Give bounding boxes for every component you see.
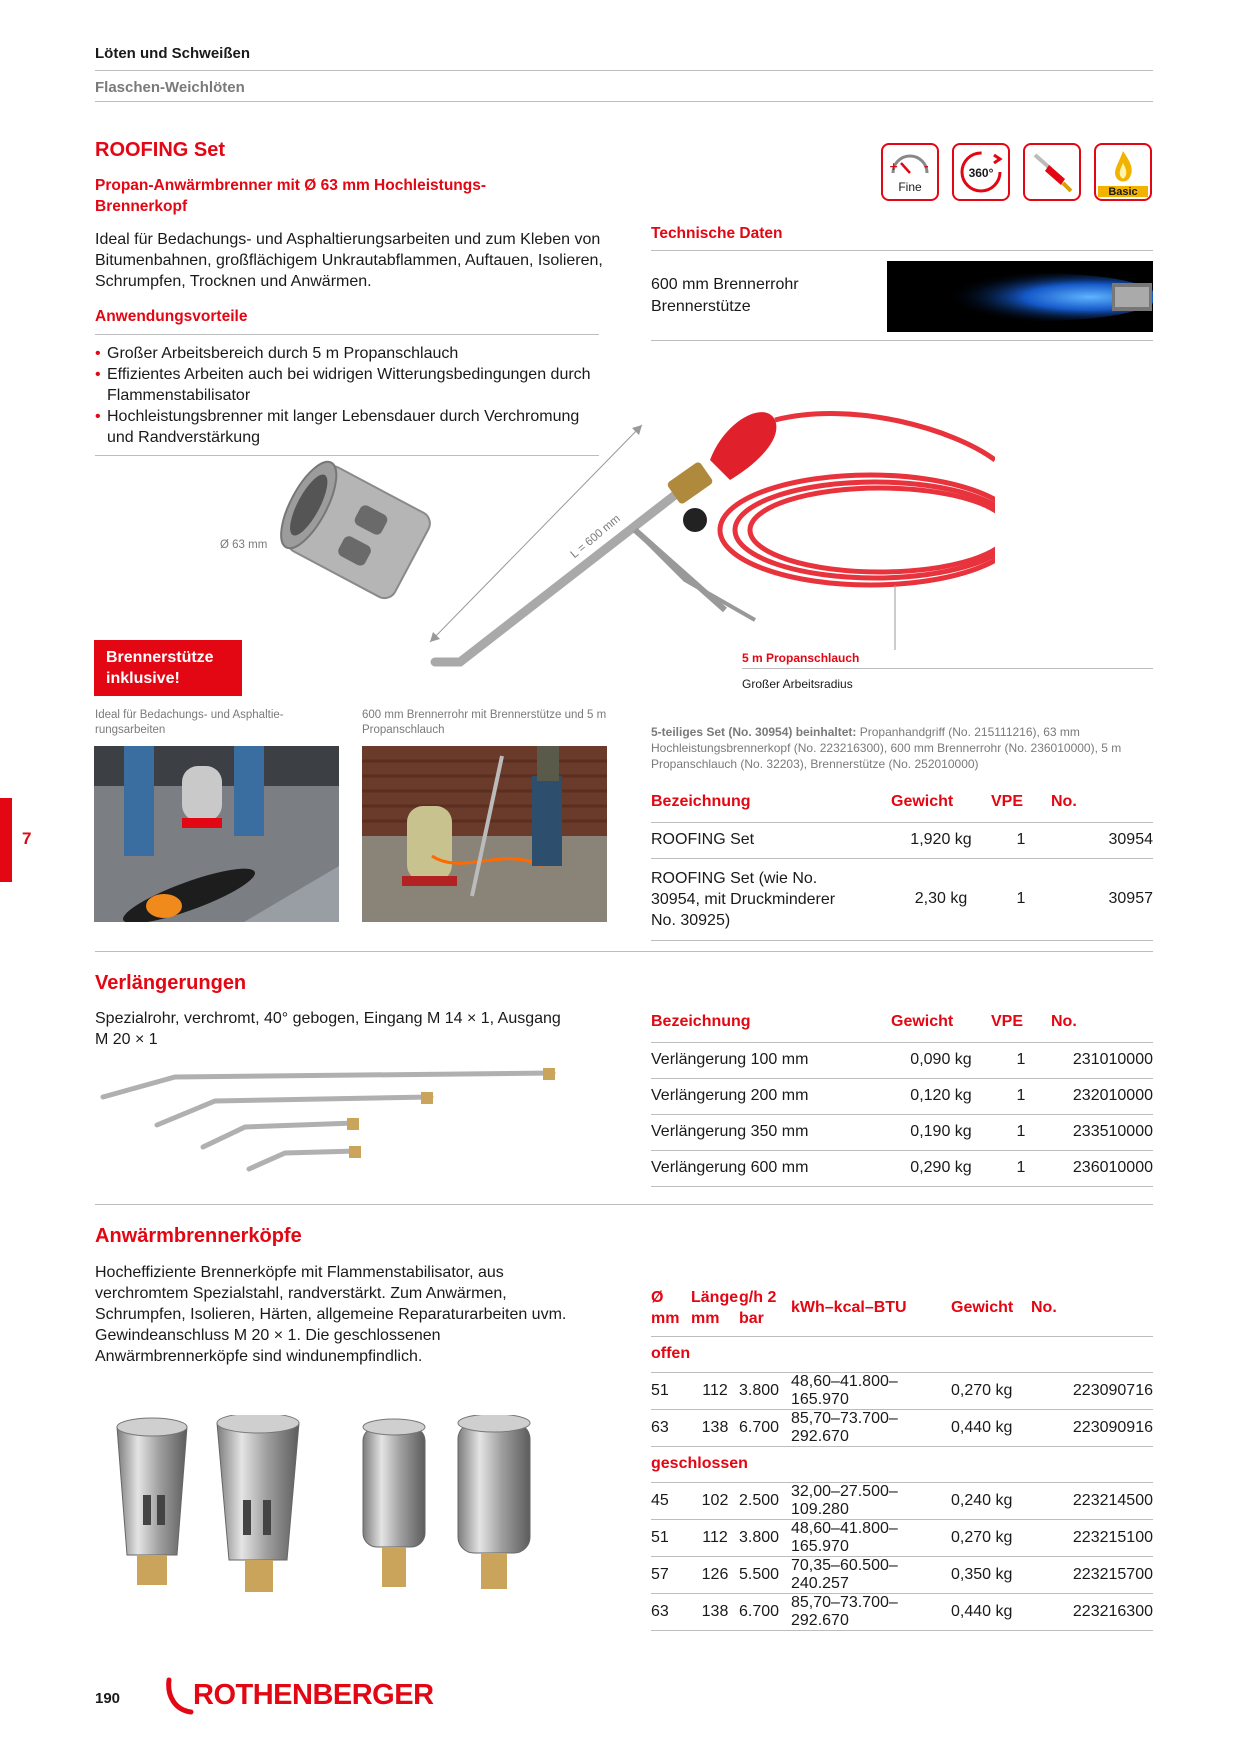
hose-sublabel: Großer Arbeitsradius bbox=[742, 677, 853, 691]
group-row bbox=[651, 1336, 1153, 1372]
svg-text:+: + bbox=[889, 160, 899, 173]
col-header: No. bbox=[1051, 1002, 1153, 1042]
table-row bbox=[651, 1114, 1153, 1150]
table-cell: 223090716 bbox=[1031, 1372, 1153, 1409]
table-cell: 0,270 kg bbox=[951, 1519, 1031, 1556]
roofing-title: ROOFING Set bbox=[95, 139, 226, 161]
heads-table bbox=[651, 1280, 1153, 1631]
table-cell: 48,60–41.800–165.970 bbox=[791, 1519, 951, 1556]
table-cell: 51 bbox=[651, 1519, 691, 1556]
table-cell: 2,30 kg bbox=[891, 858, 991, 940]
table-row bbox=[651, 1482, 1153, 1519]
table-cell: 138 bbox=[691, 1409, 739, 1446]
col-header: Gewicht bbox=[951, 1280, 1031, 1336]
table-cell: 85,70–73.700–292.670 bbox=[791, 1593, 951, 1630]
table-cell: 5.500 bbox=[739, 1556, 791, 1593]
table-row bbox=[651, 1409, 1153, 1446]
set-contents-label: 5-teiliges Set (No. 30954) beinhaltet: bbox=[651, 725, 857, 739]
photo-caption: Ideal für Bedachungs- und Asphaltie-rungsarbeiten bbox=[95, 709, 284, 736]
table-header-row bbox=[651, 1002, 1153, 1042]
icon-label: Basic bbox=[1108, 186, 1138, 198]
group-row bbox=[651, 1446, 1153, 1482]
heads-description: Hocheffiziente Brennerköpfe mit Flammenstabilisator, aus verchromtem Spezialstahl, randverstärkt. Zum Anwärmen, Schrumpfen, Isolieren, Härten, allgemeine Reparaturarbeiten uvm. Gewindeanschluss M 20 × 1. Die geschlossenen Anwärmbrennerköpfe sind windunempfindlich. bbox=[95, 1264, 567, 1365]
table-cell: 32,00–27.500–109.280 bbox=[791, 1482, 951, 1519]
table-cell: 223215100 bbox=[1031, 1519, 1153, 1556]
table-cell: 30957 bbox=[1051, 858, 1153, 940]
set-contents-text: Propanhandgriff (No. 215111216), 63 mm Hochleistungsbrennerkopf (No. 223216300), 600 mm Brennerrohr (No. 236010000), 5 m Propanschlauch (No. 32203), Brennerstütze (No. 252010000) bbox=[651, 725, 1122, 771]
roofing-table bbox=[651, 782, 1153, 941]
table-cell: 30954 bbox=[1051, 822, 1153, 858]
col-header: Bezeichnung bbox=[651, 1002, 891, 1042]
roofing-description: Ideal für Bedachungs- und Asphaltierungsarbeiten und zum Kleben von Bitumenbahnen, großflächigem Unkrautabflammen, Auftauen, Isolieren, Schrumpfen, Trocknen und Anwärmen. bbox=[95, 231, 603, 290]
table-cell: Verlängerung 200 mm bbox=[651, 1078, 891, 1114]
torch-icon bbox=[1023, 143, 1081, 201]
table-row bbox=[651, 1150, 1153, 1186]
chapter-number: 7 bbox=[22, 829, 32, 848]
extensions-title: Verlängerungen bbox=[95, 972, 247, 994]
table-cell: Verlängerung 350 mm bbox=[651, 1114, 891, 1150]
chapter-tab bbox=[0, 798, 12, 882]
flame-basic-icon bbox=[1094, 143, 1152, 201]
table-cell: 0,440 kg bbox=[951, 1593, 1031, 1630]
heating-heads-image bbox=[105, 1415, 555, 1605]
table-cell: 112 bbox=[691, 1519, 739, 1556]
brand-name: ROTHENBERGER bbox=[193, 1679, 434, 1711]
table-cell: 232010000 bbox=[1051, 1078, 1153, 1114]
col-header: VPE bbox=[991, 782, 1051, 822]
table-cell: 3.800 bbox=[739, 1372, 791, 1409]
page-number: 190 bbox=[95, 1690, 121, 1707]
table-cell: 0,120 kg bbox=[891, 1078, 991, 1114]
table-cell: 236010000 bbox=[1051, 1150, 1153, 1186]
col-header: Gewicht bbox=[891, 782, 991, 822]
table-cell: 1,920 kg bbox=[891, 822, 991, 858]
table-cell: 223090916 bbox=[1031, 1409, 1153, 1446]
col-header: kWh–kcal–BTU bbox=[791, 1280, 951, 1336]
category-title: Löten und Schweißen bbox=[95, 45, 251, 62]
table-cell: 0,270 kg bbox=[951, 1372, 1031, 1409]
table-cell: 85,70–73.700–292.670 bbox=[791, 1409, 951, 1446]
extensions-image bbox=[95, 1065, 565, 1180]
header-divider bbox=[95, 70, 1153, 71]
table-cell: 1 bbox=[991, 1114, 1051, 1150]
table-cell: 1 bbox=[991, 822, 1051, 858]
table-header-row bbox=[651, 1280, 1153, 1336]
tech-line: 600 mm Brennerrohr bbox=[651, 276, 799, 293]
flame-photo bbox=[887, 261, 1153, 332]
table-cell: 0,350 kg bbox=[951, 1556, 1031, 1593]
table-cell: 0,190 kg bbox=[891, 1114, 991, 1150]
table-cell: 233510000 bbox=[1051, 1114, 1153, 1150]
flame-regulation-icon bbox=[881, 143, 939, 201]
table-row bbox=[651, 858, 1153, 940]
benefit-item: • Effizientes Arbeiten auch bei widrigen Witterungsbedingungen durch Flammenstabilisator bbox=[95, 364, 605, 406]
table-row bbox=[651, 1593, 1153, 1630]
table-cell: 51 bbox=[651, 1372, 691, 1409]
roofing-subtitle: Propan-Anwärmbrenner mit Ø 63 mm Hochleistungs-Brennerkopf bbox=[95, 177, 487, 215]
table-cell: 231010000 bbox=[1051, 1042, 1153, 1078]
table-cell: 6.700 bbox=[739, 1409, 791, 1446]
header-divider bbox=[95, 101, 1153, 102]
col-header: Bezeichnung bbox=[651, 782, 891, 822]
photo-caption: 600 mm Brennerrohr mit Brennerstütze und 5 m Propanschlauch bbox=[362, 709, 607, 736]
rotation-360-icon bbox=[952, 143, 1010, 201]
table-cell: 112 bbox=[691, 1372, 739, 1409]
subcategory-title: Flaschen-Weichlöten bbox=[95, 79, 245, 96]
col-header: Ø mm bbox=[651, 1280, 691, 1336]
table-cell: 1 bbox=[991, 1078, 1051, 1114]
table-header-row bbox=[651, 782, 1153, 822]
table-row bbox=[651, 1078, 1153, 1114]
table-row bbox=[651, 1556, 1153, 1593]
table-cell: 1 bbox=[991, 1042, 1051, 1078]
table-cell: 223214500 bbox=[1031, 1482, 1153, 1519]
tech-title: Technische Daten bbox=[651, 225, 783, 242]
table-row bbox=[651, 1372, 1153, 1409]
benefit-item: • Großer Arbeitsbereich durch 5 m Propanschlauch bbox=[95, 343, 605, 364]
table-cell: 0,090 kg bbox=[891, 1042, 991, 1078]
divider bbox=[95, 334, 599, 335]
divider bbox=[651, 250, 1153, 251]
table-cell: 0,290 kg bbox=[891, 1150, 991, 1186]
table-cell: 63 bbox=[651, 1593, 691, 1630]
svg-text:-: - bbox=[924, 160, 929, 173]
col-header: VPE bbox=[991, 1002, 1051, 1042]
table-cell: 0,440 kg bbox=[951, 1409, 1031, 1446]
benefit-item: • Hochleistungsbrenner mit langer Lebensdauer durch Verchromung und Randverstärkung bbox=[95, 406, 605, 448]
support-included-badge: Brennerstütze inklusive! bbox=[94, 640, 242, 696]
table-cell: ROOFING Set bbox=[651, 822, 891, 858]
col-header: No. bbox=[1031, 1280, 1153, 1336]
table-cell: 223215700 bbox=[1031, 1556, 1153, 1593]
table-cell: 1 bbox=[991, 858, 1051, 940]
table-cell: 48,60–41.800–165.970 bbox=[791, 1372, 951, 1409]
table-cell: 57 bbox=[651, 1556, 691, 1593]
set-contents bbox=[651, 724, 1156, 772]
col-header: Länge mm bbox=[691, 1280, 739, 1336]
burner-product-image bbox=[255, 380, 995, 680]
benefits-title: Anwendungsvorteile bbox=[95, 308, 248, 325]
table-row bbox=[651, 1042, 1153, 1078]
diameter-dimension: Ø 63 mm bbox=[220, 539, 268, 551]
heads-title: Anwärmbrennerköpfe bbox=[95, 1225, 302, 1247]
tech-line: Brennerstütze bbox=[651, 298, 751, 315]
table-cell: 45 bbox=[651, 1482, 691, 1519]
col-header: Gewicht bbox=[891, 1002, 991, 1042]
table-cell: 1 bbox=[991, 1150, 1051, 1186]
table-cell: 0,240 kg bbox=[951, 1482, 1031, 1519]
group-label: geschlossen bbox=[651, 1446, 1153, 1482]
divider bbox=[651, 340, 1153, 341]
section-divider bbox=[95, 1204, 1153, 1205]
length-dimension: L = 600 mm bbox=[568, 512, 623, 561]
roofing-setup-photo bbox=[362, 746, 607, 922]
table-row bbox=[651, 822, 1153, 858]
table-cell: Verlängerung 100 mm bbox=[651, 1042, 891, 1078]
table-cell: 63 bbox=[651, 1409, 691, 1446]
table-row bbox=[651, 1519, 1153, 1556]
table-cell: 102 bbox=[691, 1482, 739, 1519]
extensions-table bbox=[651, 1002, 1153, 1187]
table-cell: 3.800 bbox=[739, 1519, 791, 1556]
group-label: offen bbox=[651, 1336, 1153, 1372]
table-cell: 138 bbox=[691, 1593, 739, 1630]
table-cell: 2.500 bbox=[739, 1482, 791, 1519]
hose-label: 5 m Propanschlauch bbox=[742, 651, 860, 665]
table-cell: ROOFING Set (wie No. 30954, mit Druckminderer No. 30925) bbox=[651, 858, 891, 940]
table-cell: 70,35–60.500–240.257 bbox=[791, 1556, 951, 1593]
icon-label: 360° bbox=[968, 166, 994, 180]
extensions-description: Spezialrohr, verchromt, 40° gebogen, Eingang M 14 × 1, Ausgang M 20 × 1 bbox=[95, 1010, 561, 1048]
table-cell: 6.700 bbox=[739, 1593, 791, 1630]
section-divider bbox=[95, 951, 1153, 952]
table-cell: 126 bbox=[691, 1556, 739, 1593]
roofing-application-photo bbox=[94, 746, 339, 922]
table-cell: 223216300 bbox=[1031, 1593, 1153, 1630]
divider bbox=[742, 668, 1153, 669]
col-header: No. bbox=[1051, 782, 1153, 822]
table-cell: Verlängerung 600 mm bbox=[651, 1150, 891, 1186]
col-header: g/h 2 bar bbox=[739, 1280, 791, 1336]
icon-label: Fine bbox=[898, 180, 922, 194]
